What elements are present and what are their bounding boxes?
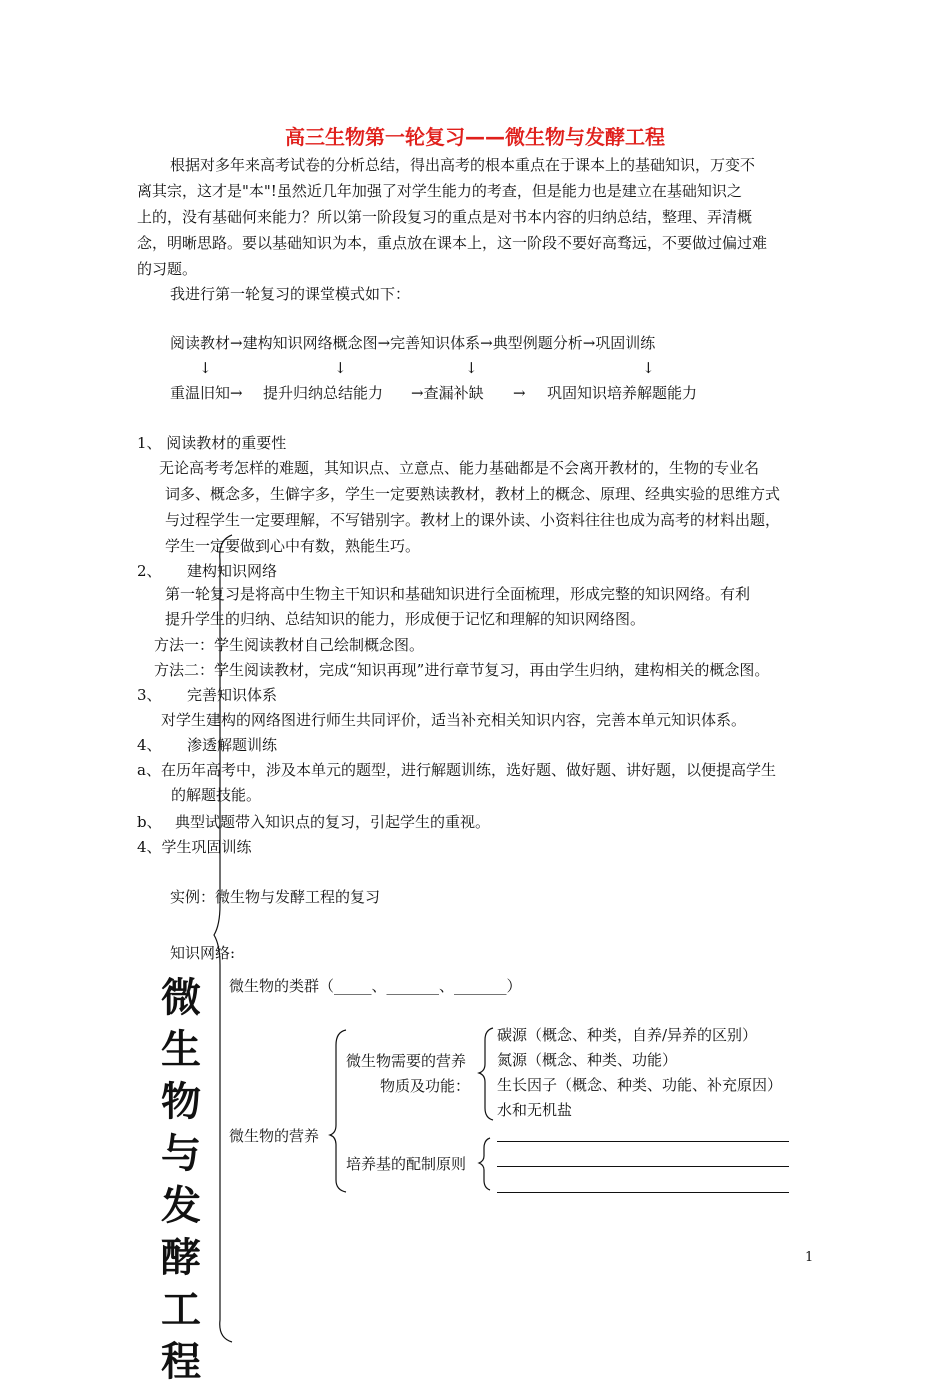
nutrient-item: 碳源（概念、种类，自养/异养的区别） xyxy=(497,1026,758,1044)
flow-arrow-down-icon: ↓ xyxy=(465,359,478,377)
main-brace xyxy=(214,535,232,1342)
medium-brace xyxy=(479,1138,490,1190)
intro-line-1: 根据对多年来高考试卷的分析总结，得出高考的根本重点在于课本上的基础知识，万变不 xyxy=(170,156,756,174)
section-1-heading: 1、 阅读教材的重要性 xyxy=(137,434,287,452)
flow-bottom-2: 提升归纳总结能力 xyxy=(263,384,384,402)
vertical-title-char: 发 xyxy=(161,1183,201,1229)
intro-mode: 我进行第一轮复习的课堂模式如下： xyxy=(170,285,411,303)
section-3-number: 3、 xyxy=(137,686,162,704)
flow-arrow-down-icon: ↓ xyxy=(199,359,212,377)
medium-principle: 培养基的配制原则 xyxy=(346,1155,467,1173)
intro-line-5: 的习题。 xyxy=(137,260,198,278)
vertical-title-char: 物 xyxy=(161,1079,201,1125)
vertical-title-char: 工 xyxy=(161,1287,201,1333)
microbe-nutrition: 微生物的营养 xyxy=(229,1127,320,1145)
section-3-heading: 完善知识体系 xyxy=(187,686,278,704)
nutrient-needs-2: 物质及功能： xyxy=(380,1077,471,1095)
flow-bottom-1: 重温旧知→ xyxy=(170,384,243,402)
section-1-line-2: 词多、概念多，生僻字多，学生一定要熟读教材，教材上的概念、原理、经典实验的思维方式 xyxy=(165,485,781,503)
flow-arrow-down-icon: ↓ xyxy=(334,359,347,377)
intro-line-4: 念，明晰思路。要以基础知识为本，重点放在课本上，这一阶段不要好高骛远，不要做过偏过难 xyxy=(137,234,768,252)
nutrients-brace xyxy=(479,1028,493,1120)
knowledge-network-label: 知识网络: xyxy=(170,944,236,962)
example-line: 实例：微生物与发酵工程的复习 xyxy=(170,888,381,906)
blank-line xyxy=(497,1141,789,1142)
intro-line-2: 离其宗，这才是"本"!虽然近几年加强了对学生能力的考查，但是能力也是建立在基础知识之 xyxy=(137,182,742,200)
microbe-groups: 微生物的类群（_____、_______、_______） xyxy=(229,977,522,995)
section-1-line-4: 学生一定要做到心中有数，熟能生巧。 xyxy=(165,537,421,555)
section-2-method-2: 方法二：学生阅读教材，完成“知识再现”进行章节复习，再由学生归纳，建构相关的概念图。 xyxy=(154,661,770,679)
section-4-b-label: b、 xyxy=(137,813,162,831)
section-2-line-1: 第一轮复习是将高中生物主干知识和基础知识进行全面梳理，形成完整的知识网络。有利 xyxy=(165,585,751,603)
blank-line xyxy=(497,1166,789,1167)
flow-top: 阅读教材→建构知识网络概念图→完善知识体系→典型例题分析→巩固训练 xyxy=(170,334,656,352)
section-5-heading: 4、学生巩固训练 xyxy=(137,838,252,856)
vertical-title-char: 生 xyxy=(161,1027,201,1073)
nutrient-needs-1: 微生物需要的营养 xyxy=(346,1052,467,1070)
vertical-title-char: 微 xyxy=(161,975,201,1021)
blank-line xyxy=(497,1192,789,1193)
nutrient-item: 生长因子（概念、种类、功能、补充原因） xyxy=(497,1076,783,1094)
section-3-line-1: 对学生建构的网络图进行师生共同评价，适当补充相关知识内容，完善本单元知识体系。 xyxy=(161,711,747,729)
section-2-line-2: 提升学生的归纳、总结知识的能力，形成便于记忆和理解的知识网络图。 xyxy=(165,610,646,628)
section-4-b-text: 典型试题带入知识点的复习，引起学生的重视。 xyxy=(175,813,491,831)
nutrient-item: 水和无机盐 xyxy=(497,1101,573,1119)
nutrition-brace xyxy=(330,1030,346,1192)
vertical-title-char: 程 xyxy=(161,1339,201,1385)
flow-bottom-3: →查漏补缺 xyxy=(411,384,484,402)
section-4-number: 4、 xyxy=(137,736,162,754)
section-2-number: 2、 xyxy=(137,562,162,580)
section-2-heading: 建构知识网络 xyxy=(187,562,278,580)
flow-arrow-down-icon: ↓ xyxy=(642,359,655,377)
vertical-title-char: 酵 xyxy=(161,1235,201,1281)
section-4-a-line-1: a、在历年高考中，涉及本单元的题型，进行解题训练，选好题、做好题、讲好题，以便提高学生 xyxy=(137,761,776,779)
section-4-heading: 渗透解题训练 xyxy=(187,736,278,754)
page-number: 1 xyxy=(805,1250,814,1265)
section-2-method-1: 方法一：学生阅读教材自己绘制概念图。 xyxy=(154,636,425,654)
vertical-title-char: 与 xyxy=(161,1131,201,1177)
page-title: 高三生物第一轮复习——微生物与发酵工程 xyxy=(285,125,665,149)
flow-bottom-4: → xyxy=(513,384,526,402)
section-4-a-line-2: 的解题技能。 xyxy=(171,786,262,804)
nutrient-item: 氮源（概念、种类、功能） xyxy=(497,1051,678,1069)
section-1-line-3: 与过程学生一定要理解，不写错别字。教材上的课外读、小资料往往也成为高考的材料出题， xyxy=(165,511,781,529)
intro-line-3: 上的，没有基础何来能力？所以第一阶段复习的重点是对书本内容的归纳总结，整理、弄清概 xyxy=(137,208,753,226)
section-1-line-1: 无论高考考怎样的难题，其知识点、立意点、能力基础都是不会离开教材的，生物的专业名 xyxy=(159,459,760,477)
flow-bottom-5: 巩固知识培养解题能力 xyxy=(547,384,698,402)
